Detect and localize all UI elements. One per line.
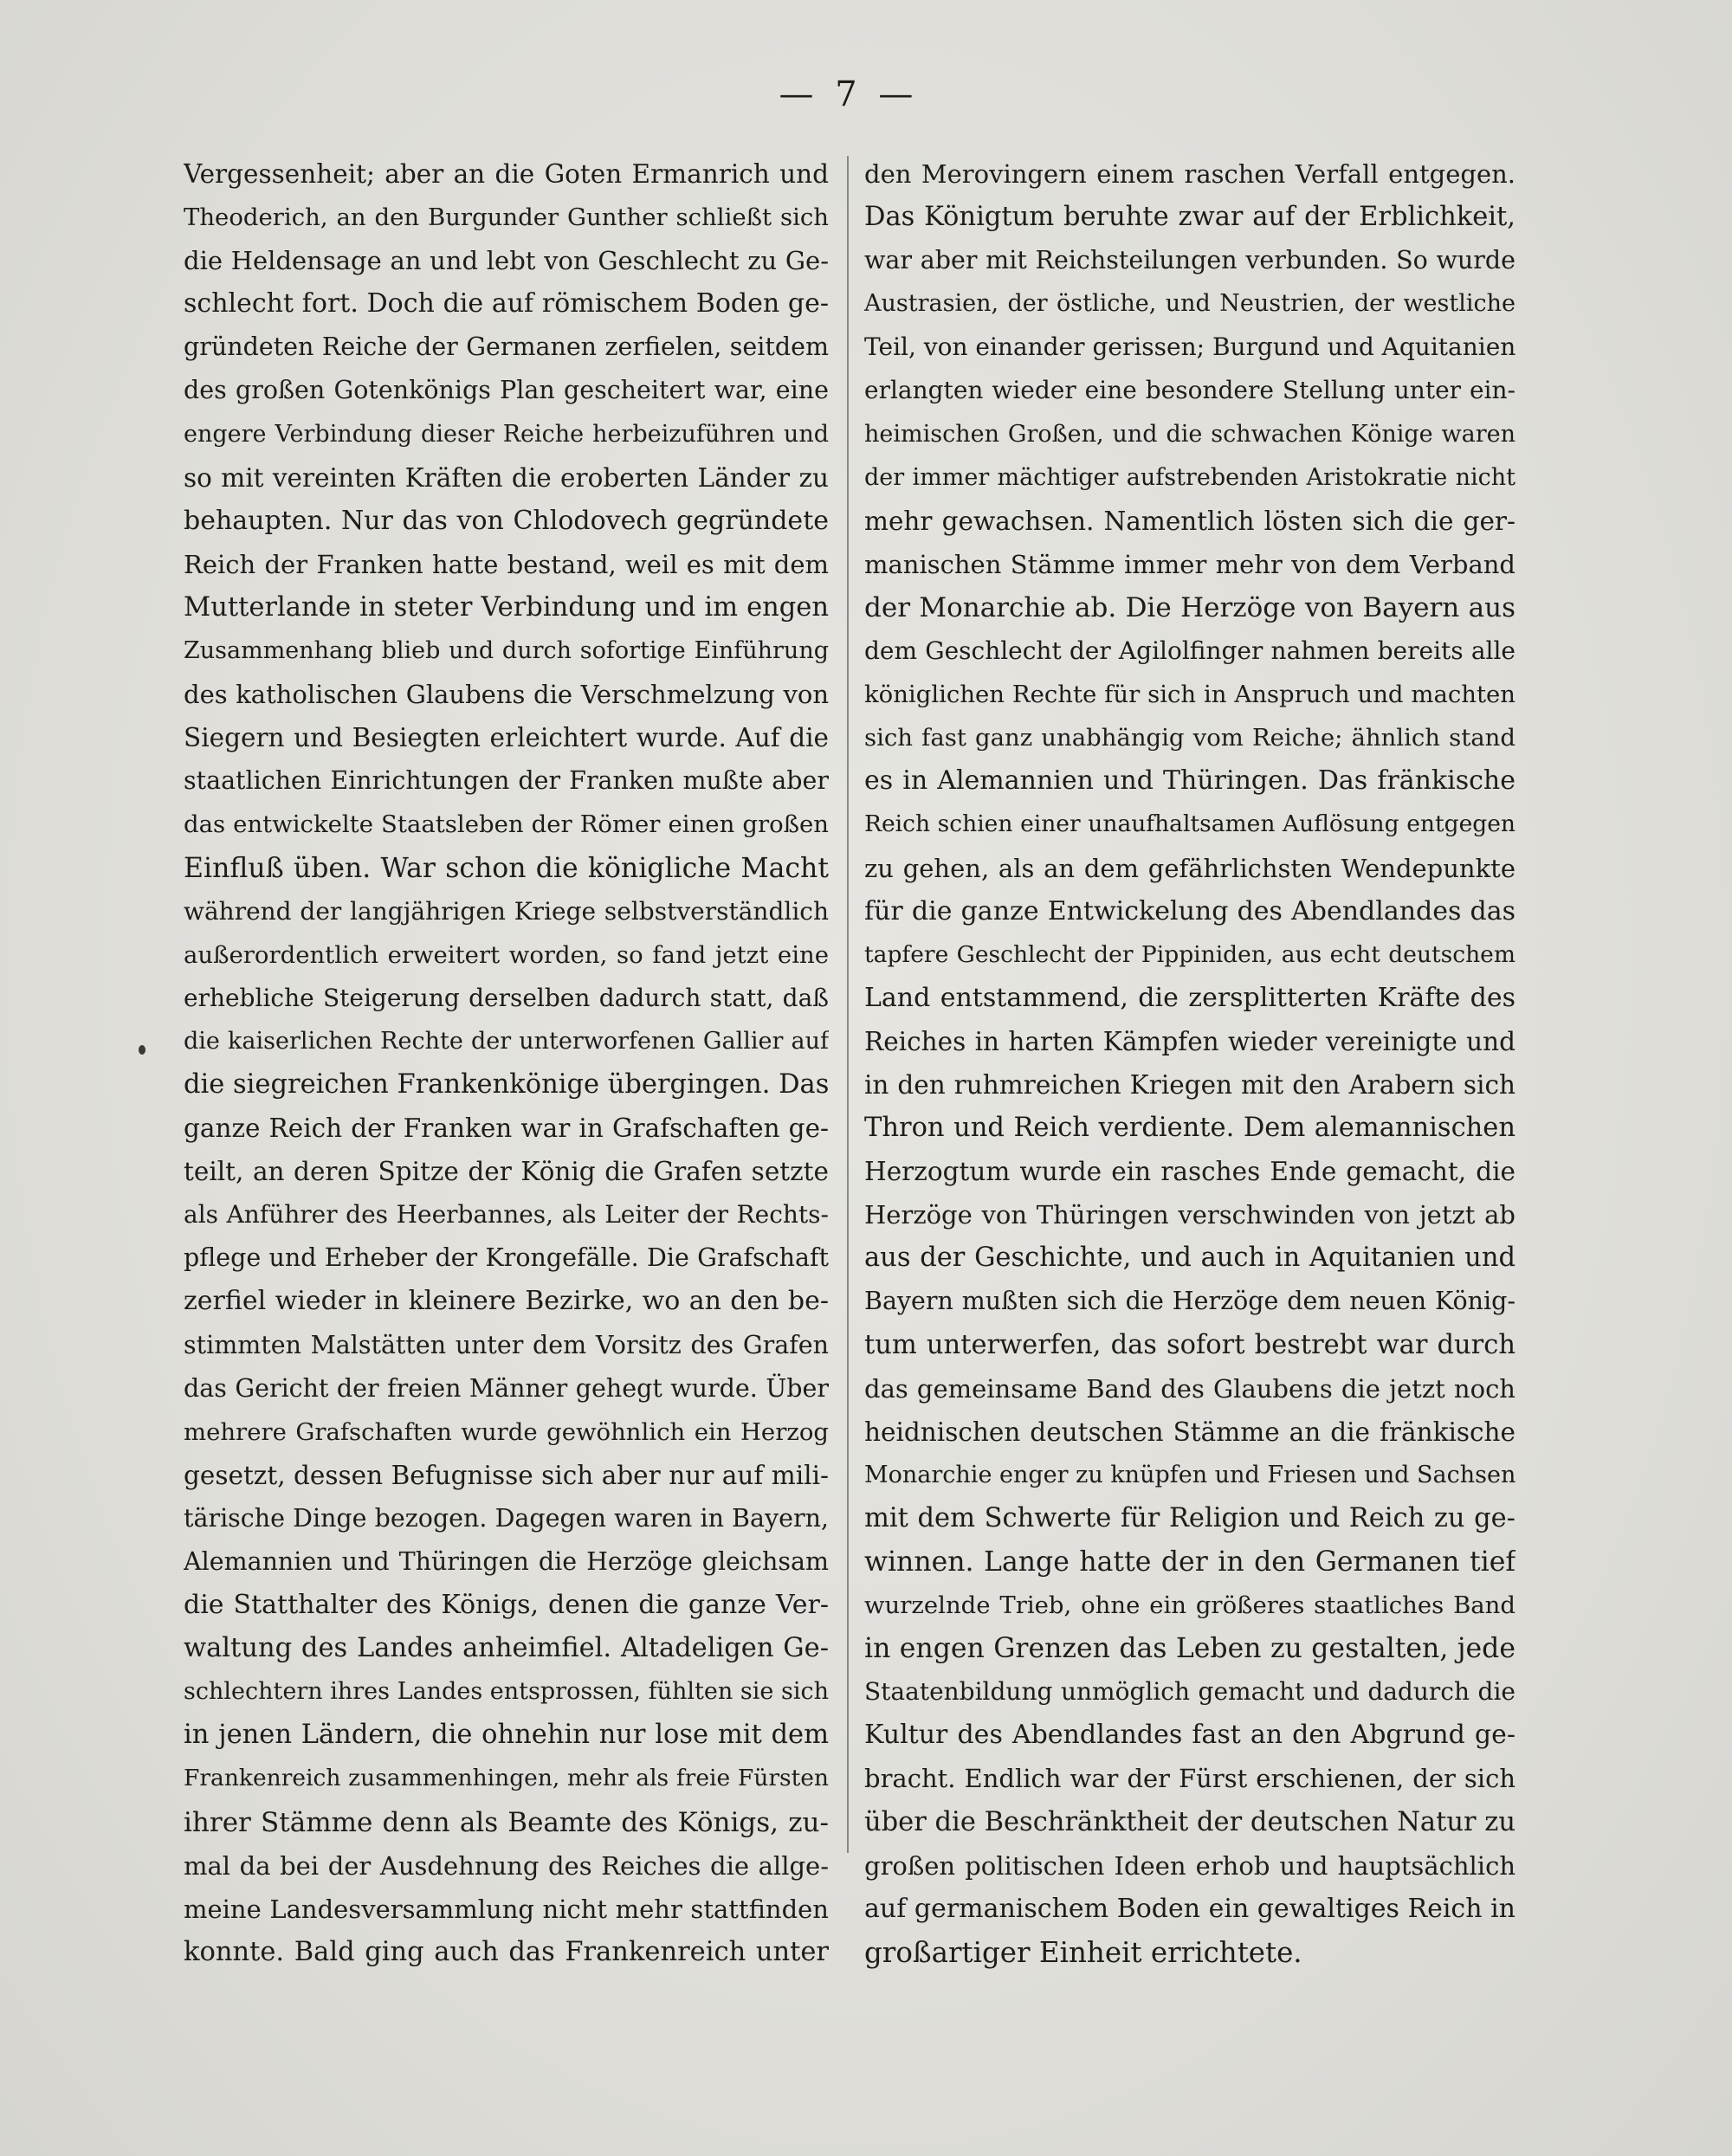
text-line: waltung des Landes anheimfiel. Altadeligen Ge-: [184, 1633, 829, 1664]
text-line: auf germanischem Boden ein gewaltiges Reich in: [864, 1893, 1516, 1924]
text-line: heimischen Großen, und die schwachen Könige waren: [864, 420, 1516, 448]
column-divider: [847, 156, 849, 1853]
text-line: Herzöge von Thüringen verschwinden von jetzt ab: [864, 1200, 1516, 1230]
text-line: für die ganze Entwickelung des Abendlandes das: [864, 895, 1516, 926]
text-line: Land entstammend, die zersplitterten Kräfte des: [864, 982, 1516, 1013]
text-line: tapfere Geschlecht der Pippiniden, aus echt deutschem: [864, 940, 1516, 968]
text-line: mal da bei der Ausdehnung des Reiches die allge-: [184, 1850, 829, 1881]
text-line: manischen Stämme immer mehr von dem Verband: [864, 549, 1516, 579]
text-line: die kaiserlichen Rechte der unterworfenen Gallier auf: [184, 1027, 829, 1055]
text-line: Monarchie enger zu knüpfen und Friesen und Sachsen: [864, 1461, 1516, 1488]
text-line: schlechtern ihres Landes entsprossen, fühlten sie sich: [184, 1678, 829, 1706]
text-line: die siegreichen Frankenkönige übergingen. Das: [184, 1068, 829, 1100]
text-line: teilt, an deren Spitze der König die Grafen setzte: [184, 1157, 829, 1187]
text-line: heidnischen deutschen Stämme an die fränkische: [864, 1417, 1516, 1447]
text-line: Kultur des Abendlandes fast an den Abgrund ge-: [864, 1720, 1516, 1751]
text-line: zerfiel wieder in kleinere Bezirke, wo an den be-: [184, 1286, 829, 1317]
text-line: des großen Gotenkönigs Plan gescheitert war, eine: [184, 376, 829, 405]
text-line: Das Königtum beruhte zwar auf der Erblichkeit,: [864, 202, 1516, 233]
text-line: Mutterlande in steter Verbindung und im engen: [184, 591, 829, 623]
text-line: war aber mit Reichsteilungen verbunden. So wurde: [864, 246, 1516, 275]
text-line: tum unterwerfen, das sofort bestrebt war durch: [864, 1329, 1516, 1360]
text-line: Theoderich, an den Burgunder Gunther schließt sich: [184, 203, 829, 232]
text-line: gesetzt, dessen Befugnisse sich aber nur auf mili-: [184, 1460, 829, 1490]
text-line: Bayern mußten sich die Herzöge dem neuen König-: [864, 1287, 1516, 1316]
text-line: in jenen Ländern, die ohnehin nur lose mit dem: [184, 1720, 829, 1751]
text-line: ihrer Stämme denn als Beamte des Königs, zu-: [184, 1806, 829, 1838]
text-line: mit dem Schwerte für Religion und Reich zu ge-: [864, 1502, 1516, 1533]
text-line: Zusammenhang blieb und durch sofortige Einführung: [184, 637, 829, 665]
text-line: Einfluß üben. War schon die königliche Macht: [184, 852, 829, 884]
text-line: sich fast ganz unabhängig vom Reiche; ähnlich stand: [864, 724, 1516, 752]
text-line: der immer mächtiger aufstrebenden Aristokratie nicht: [864, 463, 1516, 491]
text-line: Austrasien, der östliche, und Neustrien, der westliche: [864, 290, 1516, 318]
text-line: engere Verbindung dieser Reiche herbeizuführen und: [184, 420, 829, 448]
text-line: es in Alemannien und Thüringen. Das fränkische: [864, 765, 1516, 797]
text-line: schlecht fort. Doch die auf römischem Boden ge-: [184, 288, 829, 320]
text-line: Siegern und Besiegten erleichtert wurde. Auf die: [184, 723, 829, 753]
text-line: Reich schien einer unaufhaltsamen Auflösung entgegen: [864, 810, 1516, 838]
text-line: aus der Geschichte, und auch in Aquitanien und: [864, 1243, 1516, 1274]
text-line: den Merovingern einem raschen Verfall entgegen.: [864, 159, 1516, 189]
text-line: erlangten wieder eine besondere Stellung unter ein-: [864, 376, 1516, 405]
text-line: in den ruhmreichen Kriegen mit den Arabern sich: [864, 1069, 1516, 1100]
text-line: so mit vereinten Kräften die eroberten Länder zu: [184, 462, 829, 493]
text-line: erhebliche Steigerung derselben dadurch statt, daß: [184, 983, 829, 1012]
text-line: mehr gewachsen. Namentlich lösten sich die ger-: [864, 506, 1516, 536]
text-line: das gemeinsame Band des Glaubens die jetzt noch: [864, 1373, 1516, 1404]
text-line: das Gericht der freien Männer gehegt wurde. Über: [184, 1373, 829, 1403]
text-line: stimmten Malstätten unter dem Vorsitz des Grafen: [184, 1330, 829, 1359]
text-line: des katholischen Glaubens die Verschmelzung von: [184, 680, 829, 710]
text-line: behaupten. Nur das von Chlodovech gegründete: [184, 505, 829, 536]
text-line: königlichen Rechte für sich in Anspruch und machten: [864, 681, 1516, 709]
text-line: gründeten Reiche der Germanen zerfielen, seitdem: [184, 332, 829, 362]
text-line: außerordentlich erweitert worden, so fand jetzt eine: [184, 940, 829, 969]
text-line: dem Geschlecht der Agilolfinger nahmen bereits alle: [864, 636, 1516, 666]
text-line: Staatenbildung unmöglich gemacht und dadurch die: [864, 1677, 1516, 1707]
text-line: der Monarchie ab. Die Herzöge von Bayern aus: [864, 591, 1516, 623]
text-line: zu gehen, als an dem gefährlichsten Wendepunkte: [864, 853, 1516, 883]
text-line: das entwickelte Staatsleben der Römer einen großen: [184, 810, 829, 839]
text-line: über die Beschränktheit der deutschen Natur zu: [864, 1806, 1516, 1837]
page-number: — 7 —: [779, 74, 919, 114]
text-line: konnte. Bald ging auch das Frankenreich unter: [184, 1936, 829, 1967]
text-line: mehrere Grafschaften wurde gewöhnlich ein Herzog: [184, 1417, 829, 1446]
text-line: als Anführer des Heerbannes, als Leiter der Rechts-: [184, 1200, 829, 1230]
text-line: Frankenreich zusammenhingen, mehr als freie Fürsten: [184, 1765, 829, 1792]
right-text-column: [864, 152, 1516, 1974]
text-line: tärische Dinge bezogen. Dagegen waren in Bayern,: [184, 1503, 829, 1533]
text-line: Thron und Reich verdiente. Dem alemannischen: [864, 1113, 1516, 1144]
text-line: winnen. Lange hatte der in den Germanen tief: [864, 1546, 1516, 1578]
text-line: Vergessenheit; aber an die Goten Ermanrich und: [184, 159, 829, 189]
text-line: meine Landesversammlung nicht mehr stattfinden: [184, 1894, 829, 1924]
text-line: Herzogtum wurde ein rasches Ende gemacht, die: [864, 1157, 1516, 1187]
text-line: Alemannien und Thüringen die Herzöge gleichsam: [184, 1547, 829, 1576]
text-line: pflege und Erheber der Krongefälle. Die Grafschaft: [184, 1243, 829, 1273]
text-line: großartiger Einheit errichtete.: [864, 1935, 1302, 1969]
text-line: Reiches in harten Kämpfen wieder vereinigte und: [864, 1026, 1516, 1056]
text-line: großen politischen Ideen erhob und hauptsächlich: [864, 1850, 1516, 1881]
text-line: Reich der Franken hatte bestand, weil es mit dem: [184, 549, 829, 579]
text-line: ganze Reich der Franken war in Grafschaften ge-: [184, 1114, 829, 1144]
left-text-column: [184, 152, 829, 1974]
ink-speck: [139, 1045, 145, 1055]
text-line: die Statthalter des Königs, denen die ganze Ver-: [184, 1590, 829, 1621]
text-line: in engen Grenzen das Leben zu gestalten, jede: [864, 1633, 1516, 1665]
text-line: Teil, von einander gerissen; Burgund und Aquitanien: [864, 332, 1516, 362]
text-line: während der langjährigen Kriege selbstverständlich: [184, 896, 829, 926]
text-line: wurzelnde Trieb, ohne ein größeres staatliches Band: [864, 1591, 1516, 1620]
text-line: staatlichen Einrichtungen der Franken mußte aber: [184, 766, 829, 796]
text-line: die Heldensage an und lebt von Geschlecht zu Ge-: [184, 246, 829, 276]
text-line: bracht. Endlich war der Fürst erschienen, der sich: [864, 1764, 1516, 1794]
